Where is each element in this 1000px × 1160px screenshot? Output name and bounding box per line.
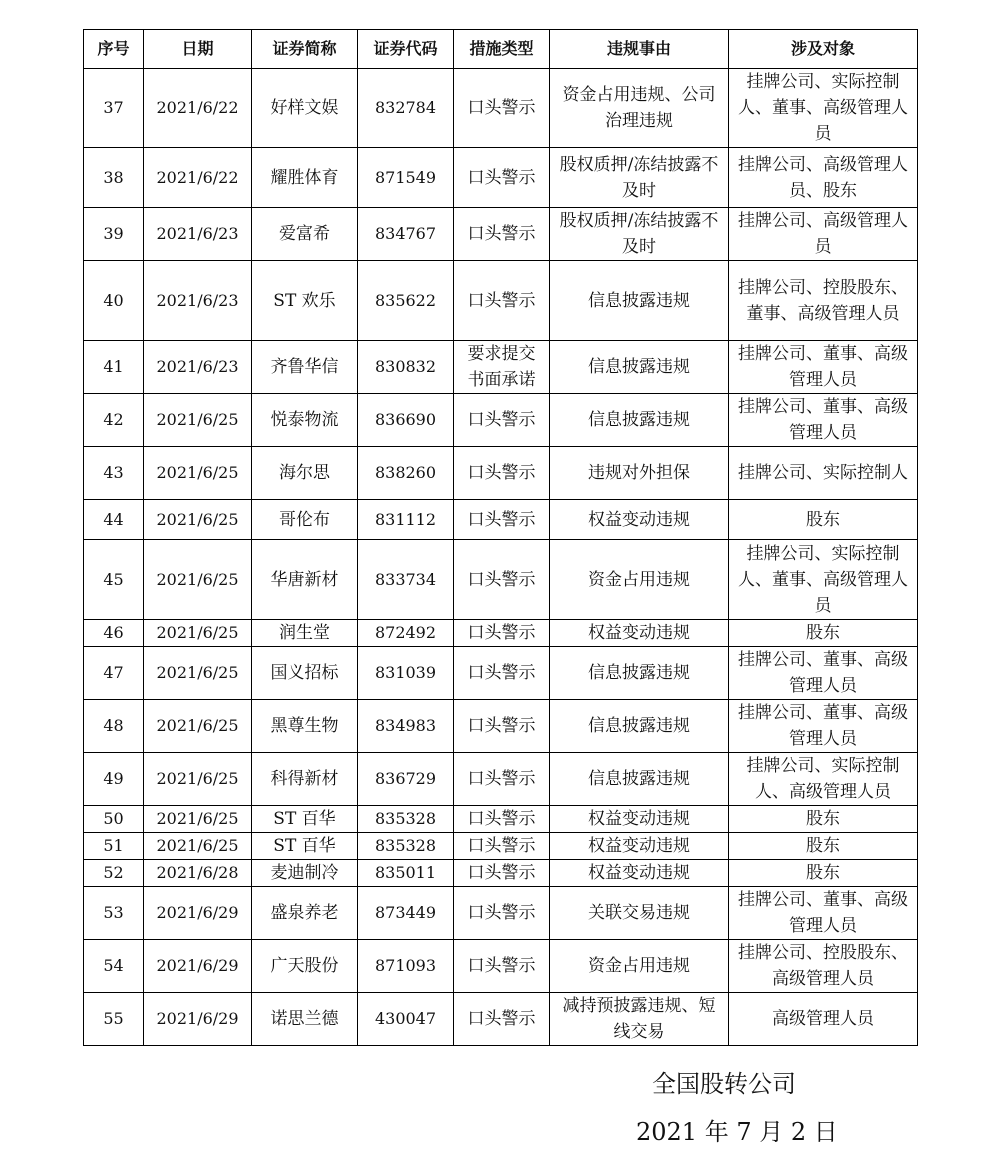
row-involved-parties: 挂牌公司、董事、高级管理人员 bbox=[729, 341, 918, 394]
row-security-code: 871549 bbox=[358, 148, 454, 208]
table-row bbox=[84, 806, 918, 833]
row-date: 2021/6/23 bbox=[144, 208, 252, 261]
row-involved-parties: 股东 bbox=[729, 620, 918, 647]
table-row bbox=[84, 887, 918, 940]
row-index: 52 bbox=[84, 860, 144, 887]
row-date: 2021/6/25 bbox=[144, 753, 252, 806]
row-violation-reason: 权益变动违规 bbox=[550, 500, 729, 540]
row-security-name: 华唐新材 bbox=[252, 540, 358, 620]
row-index: 49 bbox=[84, 753, 144, 806]
row-violation-reason: 资金占用违规 bbox=[550, 540, 729, 620]
row-security-code: 835011 bbox=[358, 860, 454, 887]
row-index: 39 bbox=[84, 208, 144, 261]
row-security-code: 831039 bbox=[358, 647, 454, 700]
row-date: 2021/6/25 bbox=[144, 540, 252, 620]
row-involved-parties: 高级管理人员 bbox=[729, 993, 918, 1046]
row-security-name: 哥伦布 bbox=[252, 500, 358, 540]
row-index: 55 bbox=[84, 993, 144, 1046]
table-row bbox=[84, 620, 918, 647]
issuer-name: 全国股转公司 bbox=[652, 1070, 796, 1098]
row-index: 38 bbox=[84, 148, 144, 208]
table-row bbox=[84, 833, 918, 860]
row-violation-reason: 信息披露违规 bbox=[550, 700, 729, 753]
row-measure-type: 要求提交书面承诺 bbox=[454, 341, 550, 394]
row-security-code: 872492 bbox=[358, 620, 454, 647]
header-index: 序号 bbox=[84, 30, 144, 69]
header-security-code: 证券代码 bbox=[358, 30, 454, 69]
row-date: 2021/6/29 bbox=[144, 993, 252, 1046]
row-index: 48 bbox=[84, 700, 144, 753]
row-involved-parties: 挂牌公司、实际控制人、董事、高级管理人员 bbox=[729, 69, 918, 148]
row-involved-parties: 挂牌公司、董事、高级管理人员 bbox=[729, 700, 918, 753]
row-security-name: 润生堂 bbox=[252, 620, 358, 647]
row-index: 37 bbox=[84, 69, 144, 148]
row-index: 50 bbox=[84, 806, 144, 833]
row-measure-type: 口头警示 bbox=[454, 394, 550, 447]
row-security-name: ST 欢乐 bbox=[252, 261, 358, 341]
row-measure-type: 口头警示 bbox=[454, 753, 550, 806]
header-security-name: 证券简称 bbox=[252, 30, 358, 69]
row-violation-reason: 减持预披露违规、短线交易 bbox=[550, 993, 729, 1046]
table-row bbox=[84, 940, 918, 993]
row-measure-type: 口头警示 bbox=[454, 833, 550, 860]
header-row bbox=[84, 30, 918, 69]
row-security-code: 835622 bbox=[358, 261, 454, 341]
row-involved-parties: 股东 bbox=[729, 500, 918, 540]
row-index: 43 bbox=[84, 447, 144, 500]
table-row bbox=[84, 540, 918, 620]
row-index: 44 bbox=[84, 500, 144, 540]
row-violation-reason: 关联交易违规 bbox=[550, 887, 729, 940]
row-index: 45 bbox=[84, 540, 144, 620]
row-date: 2021/6/23 bbox=[144, 341, 252, 394]
table-row bbox=[84, 860, 918, 887]
row-security-name: 盛泉养老 bbox=[252, 887, 358, 940]
row-violation-reason: 权益变动违规 bbox=[550, 833, 729, 860]
row-security-code: 831112 bbox=[358, 500, 454, 540]
row-security-code: 871093 bbox=[358, 940, 454, 993]
row-security-name: 爱富希 bbox=[252, 208, 358, 261]
table-row bbox=[84, 700, 918, 753]
table-row bbox=[84, 394, 918, 447]
row-security-name: 科得新材 bbox=[252, 753, 358, 806]
table-row bbox=[84, 753, 918, 806]
row-involved-parties: 挂牌公司、高级管理人员 bbox=[729, 208, 918, 261]
row-violation-reason: 信息披露违规 bbox=[550, 647, 729, 700]
row-security-code: 873449 bbox=[358, 887, 454, 940]
row-date: 2021/6/29 bbox=[144, 887, 252, 940]
table-row bbox=[84, 341, 918, 394]
table-row bbox=[84, 647, 918, 700]
row-measure-type: 口头警示 bbox=[454, 620, 550, 647]
table-row bbox=[84, 69, 918, 148]
row-security-code: 830832 bbox=[358, 341, 454, 394]
row-date: 2021/6/25 bbox=[144, 500, 252, 540]
row-security-code: 833734 bbox=[358, 540, 454, 620]
row-security-name: 齐鲁华信 bbox=[252, 341, 358, 394]
row-violation-reason: 资金占用违规、公司治理违规 bbox=[550, 69, 729, 148]
row-involved-parties: 挂牌公司、董事、高级管理人员 bbox=[729, 887, 918, 940]
row-security-name: 黑尊生物 bbox=[252, 700, 358, 753]
table-row bbox=[84, 208, 918, 261]
row-involved-parties: 挂牌公司、实际控制人、高级管理人员 bbox=[729, 753, 918, 806]
header-violation-reason: 违规事由 bbox=[550, 30, 729, 69]
row-involved-parties: 挂牌公司、控股股东、高级管理人员 bbox=[729, 940, 918, 993]
row-measure-type: 口头警示 bbox=[454, 806, 550, 833]
row-security-name: 海尔思 bbox=[252, 447, 358, 500]
row-date: 2021/6/25 bbox=[144, 620, 252, 647]
row-index: 41 bbox=[84, 341, 144, 394]
row-violation-reason: 权益变动违规 bbox=[550, 806, 729, 833]
row-violation-reason: 股权质押/冻结披露不及时 bbox=[550, 148, 729, 208]
row-security-code: 836690 bbox=[358, 394, 454, 447]
issue-date: 2021 年 7 月 2 日 bbox=[636, 1118, 838, 1146]
header-measure-type: 措施类型 bbox=[454, 30, 550, 69]
table-row bbox=[84, 993, 918, 1046]
row-violation-reason: 资金占用违规 bbox=[550, 940, 729, 993]
row-measure-type: 口头警示 bbox=[454, 500, 550, 540]
row-index: 40 bbox=[84, 261, 144, 341]
row-date: 2021/6/25 bbox=[144, 647, 252, 700]
row-security-name: 国义招标 bbox=[252, 647, 358, 700]
row-index: 42 bbox=[84, 394, 144, 447]
row-involved-parties: 挂牌公司、董事、高级管理人员 bbox=[729, 394, 918, 447]
row-violation-reason: 权益变动违规 bbox=[550, 860, 729, 887]
row-measure-type: 口头警示 bbox=[454, 647, 550, 700]
row-date: 2021/6/29 bbox=[144, 940, 252, 993]
row-violation-reason: 信息披露违规 bbox=[550, 261, 729, 341]
row-date: 2021/6/25 bbox=[144, 447, 252, 500]
row-violation-reason: 权益变动违规 bbox=[550, 620, 729, 647]
row-measure-type: 口头警示 bbox=[454, 69, 550, 148]
row-violation-reason: 信息披露违规 bbox=[550, 753, 729, 806]
row-index: 47 bbox=[84, 647, 144, 700]
table-row bbox=[84, 261, 918, 341]
row-index: 53 bbox=[84, 887, 144, 940]
row-involved-parties: 挂牌公司、实际控制人 bbox=[729, 447, 918, 500]
row-security-code: 835328 bbox=[358, 806, 454, 833]
row-security-code: 834767 bbox=[358, 208, 454, 261]
row-index: 54 bbox=[84, 940, 144, 993]
row-violation-reason: 信息披露违规 bbox=[550, 394, 729, 447]
row-date: 2021/6/25 bbox=[144, 700, 252, 753]
row-involved-parties: 股东 bbox=[729, 833, 918, 860]
row-measure-type: 口头警示 bbox=[454, 940, 550, 993]
row-security-name: 麦迪制冷 bbox=[252, 860, 358, 887]
row-security-code: 838260 bbox=[358, 447, 454, 500]
row-measure-type: 口头警示 bbox=[454, 447, 550, 500]
row-measure-type: 口头警示 bbox=[454, 993, 550, 1046]
row-security-name: 广天股份 bbox=[252, 940, 358, 993]
row-security-name: ST 百华 bbox=[252, 833, 358, 860]
supervision-table bbox=[83, 29, 918, 1046]
row-security-code: 430047 bbox=[358, 993, 454, 1046]
row-involved-parties: 股东 bbox=[729, 806, 918, 833]
table-row bbox=[84, 148, 918, 208]
row-security-name: ST 百华 bbox=[252, 806, 358, 833]
row-involved-parties: 挂牌公司、高级管理人员、股东 bbox=[729, 148, 918, 208]
row-measure-type: 口头警示 bbox=[454, 261, 550, 341]
row-security-name: 悦泰物流 bbox=[252, 394, 358, 447]
row-measure-type: 口头警示 bbox=[454, 700, 550, 753]
row-security-code: 836729 bbox=[358, 753, 454, 806]
row-measure-type: 口头警示 bbox=[454, 860, 550, 887]
row-involved-parties: 股东 bbox=[729, 860, 918, 887]
row-security-name: 诺思兰德 bbox=[252, 993, 358, 1046]
row-index: 51 bbox=[84, 833, 144, 860]
row-measure-type: 口头警示 bbox=[454, 887, 550, 940]
row-violation-reason: 股权质押/冻结披露不及时 bbox=[550, 208, 729, 261]
row-violation-reason: 信息披露违规 bbox=[550, 341, 729, 394]
row-security-name: 耀胜体育 bbox=[252, 148, 358, 208]
row-violation-reason: 违规对外担保 bbox=[550, 447, 729, 500]
table-row bbox=[84, 500, 918, 540]
row-date: 2021/6/25 bbox=[144, 394, 252, 447]
row-date: 2021/6/28 bbox=[144, 860, 252, 887]
row-involved-parties: 挂牌公司、实际控制人、董事、高级管理人员 bbox=[729, 540, 918, 620]
row-measure-type: 口头警示 bbox=[454, 148, 550, 208]
row-security-name: 好样文娱 bbox=[252, 69, 358, 148]
row-date: 2021/6/22 bbox=[144, 148, 252, 208]
row-date: 2021/6/25 bbox=[144, 833, 252, 860]
row-security-code: 835328 bbox=[358, 833, 454, 860]
row-security-code: 834983 bbox=[358, 700, 454, 753]
header-involved-parties: 涉及对象 bbox=[729, 30, 918, 69]
row-index: 46 bbox=[84, 620, 144, 647]
row-date: 2021/6/25 bbox=[144, 806, 252, 833]
table-row bbox=[84, 447, 918, 500]
row-involved-parties: 挂牌公司、董事、高级管理人员 bbox=[729, 647, 918, 700]
header-date: 日期 bbox=[144, 30, 252, 69]
row-measure-type: 口头警示 bbox=[454, 540, 550, 620]
row-date: 2021/6/22 bbox=[144, 69, 252, 148]
row-security-code: 832784 bbox=[358, 69, 454, 148]
row-involved-parties: 挂牌公司、控股股东、董事、高级管理人员 bbox=[729, 261, 918, 341]
row-measure-type: 口头警示 bbox=[454, 208, 550, 261]
row-date: 2021/6/23 bbox=[144, 261, 252, 341]
